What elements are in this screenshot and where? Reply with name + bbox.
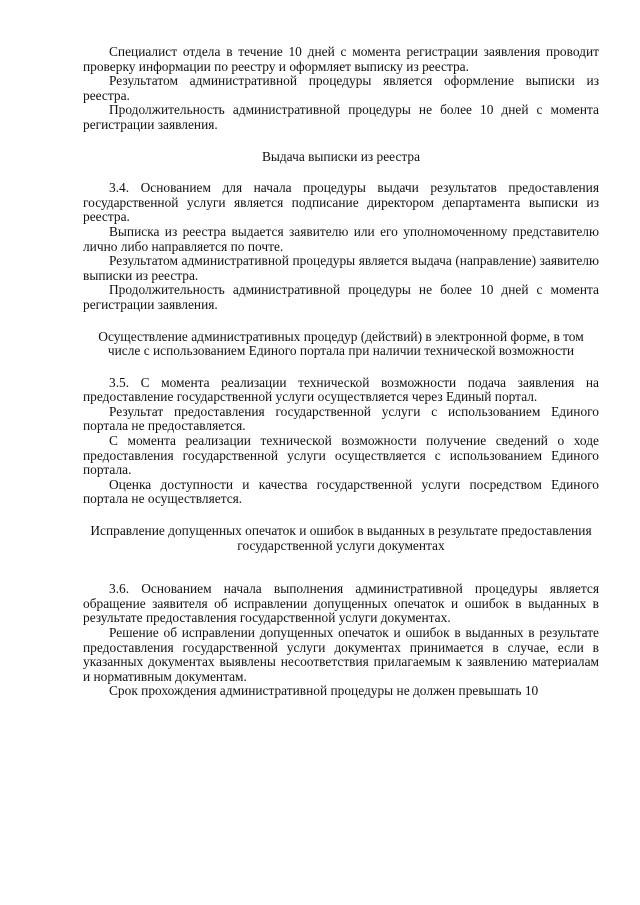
paragraph: 3.5. С момента реализации технической возможности подача заявления на предоставление государственной услуги осуществляется через Единый портал. xyxy=(83,374,599,405)
paragraph: Продолжительность административной процедуры не более 10 дней с момента регистрации заявления. xyxy=(83,102,599,132)
paragraph: Выписка из реестра выдается заявителю или его уполномоченному представителю лично либо направляется по почте. xyxy=(83,223,599,254)
section-heading: Выдача выписки из реестра xyxy=(261,148,421,164)
paragraph: Продолжительность административной процедуры не более 10 дней с момента регистрации заявления. xyxy=(83,282,599,312)
paragraph: С момента реализации технической возможности получение сведений о ходе предоставления государственной услуги осуществляется с использованием Единого портала. xyxy=(83,433,599,478)
paragraph: 3.4. Основанием для начала процедуры выдачи результатов предоставления государственной услуги является подписание директором департамента выписки из реестра. xyxy=(83,180,599,225)
paragraph: Срок прохождения административной процедуры не должен превышать 10 xyxy=(109,683,539,699)
paragraph: Специалист отдела в течение 10 дней с момента регистрации заявления проводит проверку информации по реестру и оформляет выписку из реестра. xyxy=(83,44,599,74)
paragraph: Оценка доступности и качества государственной услуги посредством Единого портала не осуществляется. xyxy=(83,476,599,507)
section-heading: Осуществление административных процедур (действий) в электронной форме, в том числе с использованием Единого портала при наличии технической возможности xyxy=(98,328,584,359)
paragraph: Результат предоставления государственной услуги с использованием Единого портала не предоставляется. xyxy=(83,403,599,434)
section-heading: Исправление допущенных опечаток и ошибок в выданных в результате предоставления государственной услуги документах xyxy=(90,523,592,553)
paragraph: 3.6. Основанием начала выполнения административной процедуры является обращение заявителя об исправлении допущенных опечаток и ошибок в выданных в результате предоставления государственной услуги документах. xyxy=(83,581,599,626)
paragraph: Результатом административной процедуры является выдача (направление) заявителю выписки из реестра. xyxy=(83,253,599,283)
paragraph: Решение об исправлении допущенных опечаток и ошибок в выданных в результате предоставления государственной услуги документах принимается в случае, если в указанных документах выявлены несоответствия прилагаемым к заявлению материалам и нормативным документам. xyxy=(83,625,599,684)
paragraph: Результатом административной процедуры является оформление выписки из реестра. xyxy=(83,73,599,103)
